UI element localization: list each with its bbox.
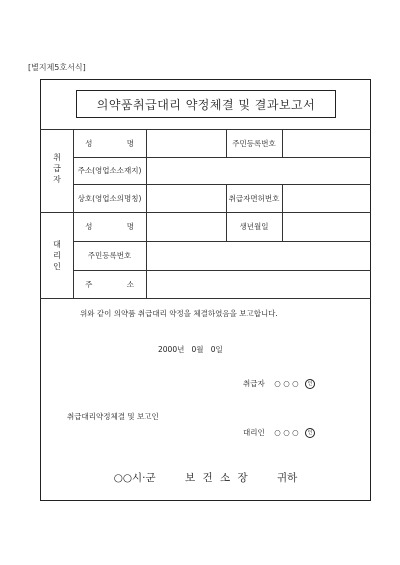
agent-address-label: 주 소 xyxy=(85,279,150,289)
section-char: 급 xyxy=(53,164,61,173)
section-char: 자 xyxy=(53,175,61,184)
handler-address-label: 주소(영업소소재지) xyxy=(77,166,142,175)
date-day-suffix: 일 xyxy=(215,345,223,354)
form-title: 의약품취급대리 약정체결 및 결과보고서 xyxy=(76,90,336,118)
handler-rrn-field[interactable] xyxy=(283,129,371,157)
report-statement: 위와 같이 의약품 취급대리 약정을 체결하였음을 보고합니다. xyxy=(80,309,278,318)
handler-signature-line xyxy=(243,378,315,389)
recipient-honorific: 귀하 xyxy=(276,472,298,484)
handler-license-label: 취급자면허번호 xyxy=(228,193,280,203)
recipient-line xyxy=(40,470,371,485)
date-month: 0 xyxy=(191,345,197,354)
handler-rrn-label: 주민등록번호 xyxy=(232,138,276,148)
section-char: 취 xyxy=(53,153,61,162)
recipient-title: 보 건 소 장 xyxy=(185,472,248,484)
agent-address-field[interactable] xyxy=(147,270,371,298)
handler-sign-blank: ○ ○ ○ xyxy=(274,379,299,388)
handler-sign-label: 취급자 xyxy=(243,379,265,388)
agent-birth-label: 생년월일 xyxy=(239,222,269,231)
handler-business-label: 상호(영업소의명칭) xyxy=(77,193,142,203)
section-char: 인 xyxy=(53,262,61,271)
date-month-suffix: 월 xyxy=(196,345,204,354)
agent-signature-line xyxy=(243,427,315,438)
section-char: 리 xyxy=(53,251,61,260)
agent-sign-label: 대리인 xyxy=(243,428,265,437)
handler-license-field[interactable] xyxy=(283,184,371,212)
date-year: 2000 xyxy=(158,345,178,354)
form-number-label: [별지제5호서식] xyxy=(28,63,86,72)
agent-name-field[interactable] xyxy=(147,212,226,241)
reporter-label: 취급대리약정체결 및 보고인 xyxy=(67,412,159,421)
agent-name-label: 성 명 xyxy=(85,222,150,231)
agent-rrn-field[interactable] xyxy=(147,241,371,270)
recipient-office: ○○시·군 xyxy=(113,472,156,484)
handler-address-field[interactable] xyxy=(147,157,371,184)
date-year-suffix: 년 xyxy=(177,345,185,354)
handler-business-field[interactable] xyxy=(147,184,226,212)
table-bottom-border xyxy=(40,298,371,299)
agent-birth-field[interactable] xyxy=(283,212,371,241)
agent-sign-blank: ○ ○ ○ xyxy=(274,428,299,437)
date-day: 0 xyxy=(210,345,216,354)
section-char: 대 xyxy=(53,240,61,249)
report-date xyxy=(158,344,223,355)
agent-section-header xyxy=(51,239,63,272)
handler-name-label: 성 명 xyxy=(85,138,150,148)
handler-name-field[interactable] xyxy=(147,129,226,157)
agent-rrn-label: 주민등록번호 xyxy=(87,251,132,260)
seal-icon: 인 xyxy=(305,379,315,389)
handler-section-header xyxy=(51,152,63,185)
seal-icon: 인 xyxy=(305,428,315,438)
